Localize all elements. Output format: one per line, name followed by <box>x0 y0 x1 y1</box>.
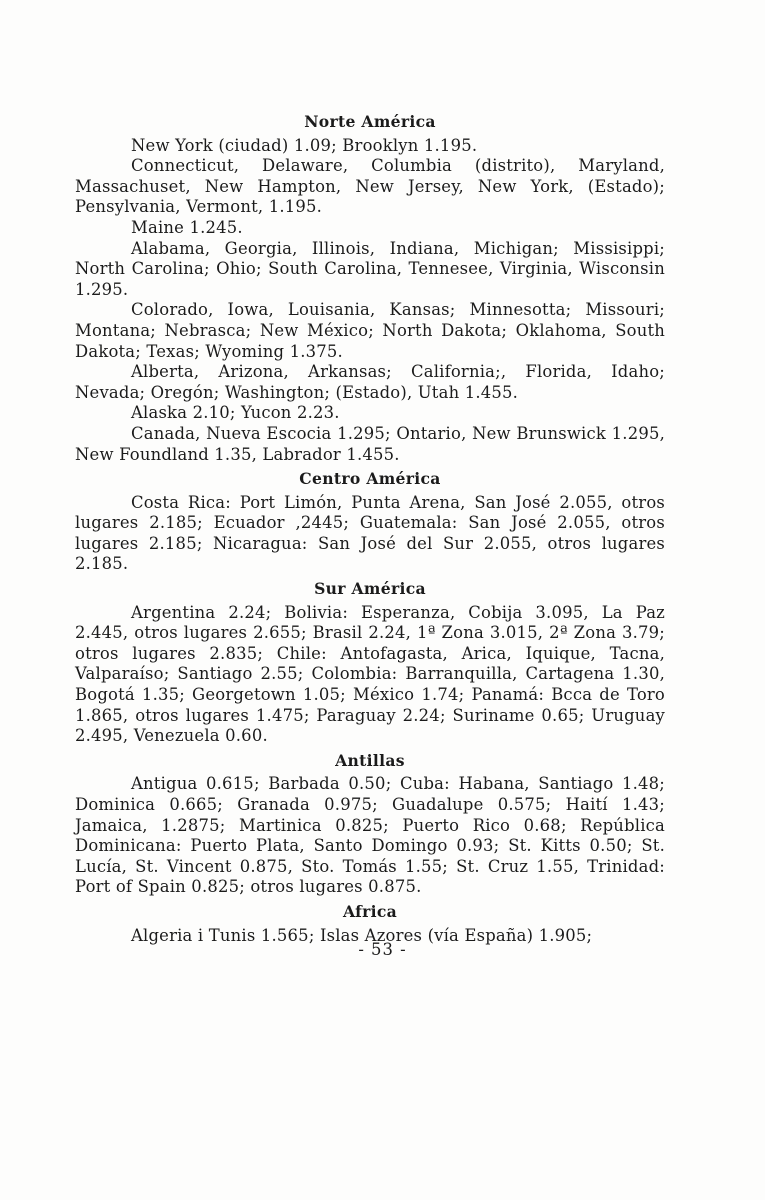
heading-antillas: Antillas <box>335 750 405 770</box>
paragraph: Alberta, Arizona, Arkansas; California;, Florida, Idaho; Nevada; Oregón; Washington; (Estado), Utah 1.455. <box>75 362 665 402</box>
paragraph: Argentina 2.24; Bolivia: Esperanza, Cobija 3.095, La Paz 2.445, otros lugares 2.655; Brasil 2.24, 1ª Zona 3.015, 2ª Zona 3.79; otros lugares 2.835; Chile: Antofagasta, Arica, Iquique, Tacna, Valparaíso; Santiago 2.55; Colombia: Barranquilla, Cartagena 1.30, Bogotá 1.35; Georgetown 1.05; México 1.74; Panamá: Bcca de Toro 1.865, otros lugares 1.475; Paraguay 2.24; Suriname 0.65; Uruguay 2.495, Venezuela 0.60. <box>75 602 665 746</box>
page-number: - 53 - <box>358 940 407 959</box>
paragraph: Alabama, Georgia, Illinois, Indiana, Michigan; Missisippi; North Carolina; Ohio; South Carolina, Tennesee, Virginia, Wisconsin 1.295. <box>75 238 665 299</box>
paragraph: Algeria i Tunis 1.565; Islas Azores (vía España) 1.905; <box>131 925 593 945</box>
paragraph: New York (ciudad) 1.09; Brooklyn 1.195. <box>131 135 478 155</box>
heading-sur-america: Sur América <box>314 579 426 599</box>
paragraph: Antigua 0.615; Barbada 0.50; Cuba: Habana, Santiago 1.48; Dominica 0.665; Granada 0.975; Guadalupe 0.575; Haití 1.43; Jamaica, 1.2875; Martinica 0.825; Puerto Rico 0.68; República Dominicana: Puerto Plata, Santo Domingo 0.93; St. Kitts 0.50; St. Lucía, St. Vincent 0.875, Sto. Tomás 1.55; St. Cruz 1.55, Trinidad: Port of Spain 0.825; otros lugares 0.875. <box>75 774 665 897</box>
paragraph: Maine 1.245. <box>131 217 243 237</box>
paragraph: Alaska 2.10; Yucon 2.23. <box>131 403 340 423</box>
paragraph: Costa Rica: Port Limón, Punta Arena, San José 2.055, otros lugares 2.185; Ecuador ,2445; Guatemala: San José 2.055, otros lugares 2.185; Nicaragua: San José del Sur 2.055, otros lugares 2.185. <box>75 492 665 574</box>
rates-text-block <box>75 112 665 946</box>
paragraph: Colorado, Iowa, Louisania, Kansas; Minnesotta; Missouri; Montana; Nebrasca; New México; North Dakota; Oklahoma, South Dakota; Texas; Wyoming 1.375. <box>75 300 665 361</box>
paragraph: Canada, Nueva Escocia 1.295; Ontario, New Brunswick 1.295, New Foundland 1.35, Labrador 1.455. <box>75 423 665 464</box>
paragraph: Connecticut, Delaware, Columbia (distrito), Maryland, Massachuset, New Hampton, New Jersey, New York, (Estado); Pensylvania, Vermont, 1.195. <box>75 156 665 217</box>
heading-africa: Africa <box>342 901 398 921</box>
heading-centro-america: Centro América <box>299 469 441 489</box>
heading-norte-america: Norte América <box>304 112 436 131</box>
